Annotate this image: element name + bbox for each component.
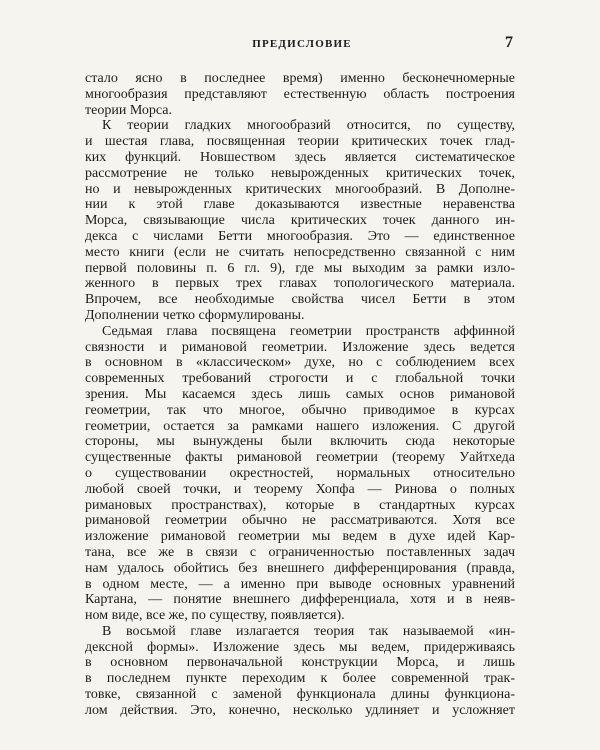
text-line: теории Морса.	[85, 102, 173, 118]
text-line: ких функций. Новшеством здесь является систематическое	[85, 149, 515, 165]
text-line: декса с числами Бетти многообразия. Это — единственное	[85, 228, 515, 244]
running-title: ПРЕДИСЛОВИЕ	[252, 38, 352, 50]
text-line: о существовании окрестностей, нормальных относительно	[85, 465, 515, 481]
text-line: многообразия представляют естественную область построения	[85, 86, 515, 102]
text-line: женного в первых трех главах топологического материала.	[85, 276, 515, 292]
text-line: Впрочем, все необходимые свойства чисел Бетти в этом	[85, 292, 515, 308]
text-line: дексной формы». Изложение здесь мы ведем, придерживаясь	[85, 639, 515, 655]
text-line: Морса, связывающие числа критических точек данного ин-	[85, 213, 515, 229]
running-head	[85, 34, 515, 54]
text-line: в основном в «классическом» духе, но с соблюдением всех	[85, 355, 515, 371]
text-line: в основном первоначальной конструкции Морса, и лишь	[85, 655, 515, 671]
text-line: римановой геометрии обычно не рассматриваются. Хотя все	[85, 513, 515, 529]
text-line: В восьмой главе излагается теория так называемой «ин-	[102, 623, 515, 639]
text-line: римановых пространствах), которые в стандартных курсах	[85, 497, 515, 513]
text-line: нам удалось обойтись без внешнего дифференцирования (правда,	[85, 560, 515, 576]
text-line: Седьмая глава посвящена геометрии пространств аффинной	[102, 323, 515, 339]
paragraph	[85, 71, 515, 118]
text-line: стало ясно в последнее время) именно бесконечномерные	[85, 71, 515, 86]
text-line: лом действия. Это, конечно, несколько удлиняет и усложняет	[85, 702, 515, 718]
body-text	[85, 71, 515, 719]
text-line: в последнем пункте переходим к более современной трак-	[85, 671, 515, 687]
paragraph	[85, 118, 515, 323]
text-line: связности и римановой геометрии. Изложение здесь ведется	[85, 339, 515, 355]
text-line: геометрии, так что многое, обычно приводимое в курсах	[85, 402, 515, 418]
text-line: нии к этой главе доказываются известные неравенства	[85, 197, 515, 213]
text-line: современных требований строгости и с глобальной точки	[85, 371, 515, 387]
text-line: изложение римановой геометрии мы ведем в духе идей Кар-	[85, 529, 515, 545]
paragraph	[85, 324, 515, 624]
paragraph	[85, 624, 515, 719]
text-line: К теории гладких многообразий относится, по существу,	[102, 118, 515, 134]
text-line: существенные факты римановой геометрии (теорему Уайтхеда	[85, 450, 515, 466]
text-line: в одном месте, — а именно при выводе основных уравнений	[85, 576, 515, 592]
text-line: но и невырожденных критических многообразий. В Дополне-	[85, 181, 515, 197]
text-line: зрения. Мы касаемся здесь лишь самых основ римановой	[85, 386, 515, 402]
text-line: место книги (если не считать непосредственно связанной с ним	[85, 244, 515, 260]
text-line: и шестая глава, посвященная теории критических точек глад-	[85, 134, 515, 150]
page-number: 7	[505, 34, 513, 51]
text-line: первой половины п. 6 гл. 9), где мы выходим за рамки изло-	[85, 260, 515, 276]
text-line: Картана, — понятие внешнего дифференциала, хотя и в неяв-	[85, 592, 515, 608]
text-line: товке, связанной с заменой функционала длины функциона-	[85, 687, 515, 703]
text-line: стороны, мы вынуждены были включить сюда некоторые	[85, 434, 515, 450]
text-line: ном виде, все же, по существу, появляется).	[85, 608, 345, 624]
text-line: геометрии, остается за рамками нашего изложения. С другой	[85, 418, 515, 434]
text-line: тана, все же в связи с ограниченностью поставленных задач	[85, 544, 515, 560]
text-line: любой своей точки, и теорему Хопфа — Ринова о полных	[85, 481, 515, 497]
text-line: рассмотрение не только невырожденных критических точек,	[85, 165, 515, 181]
text-line: Дополнении четко сформулированы.	[85, 307, 305, 323]
